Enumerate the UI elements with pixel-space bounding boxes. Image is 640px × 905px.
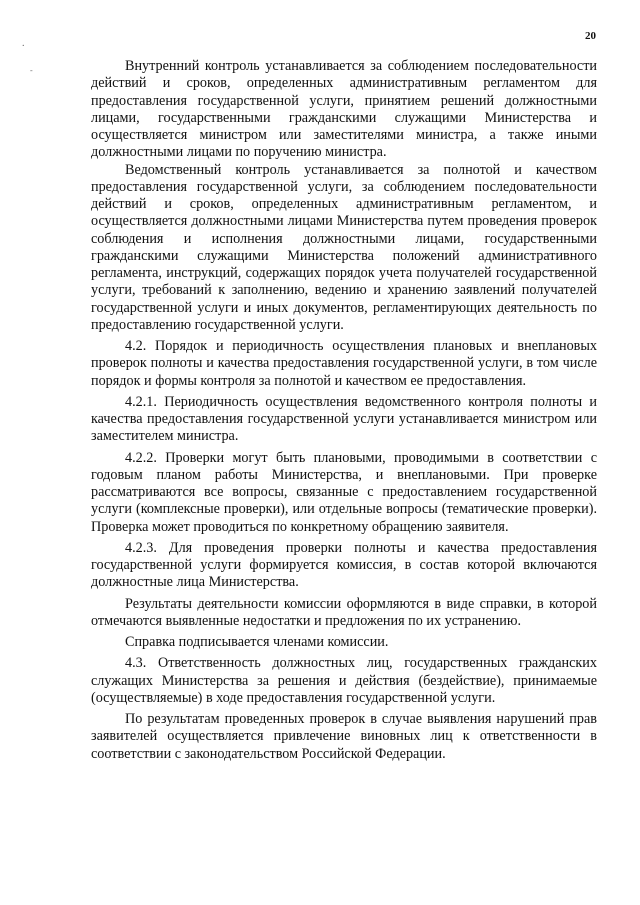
scan-speck: . [22, 38, 25, 49]
page-number: 20 [585, 30, 596, 42]
paragraph-4-2-3: 4.2.3. Для проведения проверки полноты и качества предоставления государственной услуги формируется комиссия, в состав которой включаются должностные лица Министерства. [91, 539, 597, 591]
paragraph-commission-results: Результаты деятельности комиссии оформляются в виде справки, в которой отмечаются выявленные недостатки и предложения по их устранению. [91, 595, 597, 629]
paragraph-certificate-signing: Справка подписывается членами комиссии. [125, 634, 389, 650]
paragraph-departmental-control: Ведомственный контроль устанавливается за полнотой и качеством предоставления государственной услуги, за соблюдением последовательности действий и сроков, определенных административным регламентом, и осуществляется должностными лицами Министерства путем проведения проверок соблюдения и исполнения должностными лицами, государственными гражданскими служащими Министерства положений административного регламента, инструкций, содержащих порядок учета получателей государственной услуги, требований к заполнению, ведению и хранению заявлений получателей государственной услуги и иных документов, регламентирующих деятельность по предоставлению государственной услуги. [91, 161, 597, 333]
section-4-2-heading: 4.2. Порядок и периодичность осуществления плановых и внеплановых проверок полноты и качества предоставления государственной услуги, в том числе порядок и формы контроля за полнотой и качеством ее предоставления. [91, 338, 597, 389]
paragraph-4-2-1: 4.2.1. Периодичность осуществления ведомственного контроля полноты и качества предоставления государственной услуги устанавливается министром или заместителем министра. [91, 393, 597, 445]
paragraph-internal-control: Внутренний контроль устанавливается за соблюдением последовательности действий и сроков, определенных административным регламентом для предоставления государственной услуги, принятием решений должностными лицами, государственными гражданскими служащими Министерства и осуществляется министром или заместителями министра, а также иными должностными лицами по поручению министра. [91, 58, 597, 161]
document-body [91, 58, 597, 763]
paragraph-4-2-2: 4.2.2. Проверки могут быть плановыми, проводимыми в соответствии с годовым планом работы Министерства, и внеплановыми. При проверке рассматриваются все вопросы, связанные с предоставлением государственной услуги (комплексные проверки), или отдельные вопросы (тематические проверки). Проверка может проводиться по конкретному обращению заявителя. [91, 449, 597, 535]
scan-speck: - [30, 66, 33, 75]
paragraph-liability: По результатам проведенных проверок в случае выявления нарушений прав заявителей осуществляется привлечение виновных лиц к ответственности в соответствии с законодательством Российской Федерации. [91, 711, 597, 762]
section-4-3-heading: 4.3. Ответственность должностных лиц, государственных гражданских служащих Министерства за решения и действия (бездействие), принимаемые (осуществляемые) в ходе предоставления государственной услуги. [91, 655, 597, 706]
